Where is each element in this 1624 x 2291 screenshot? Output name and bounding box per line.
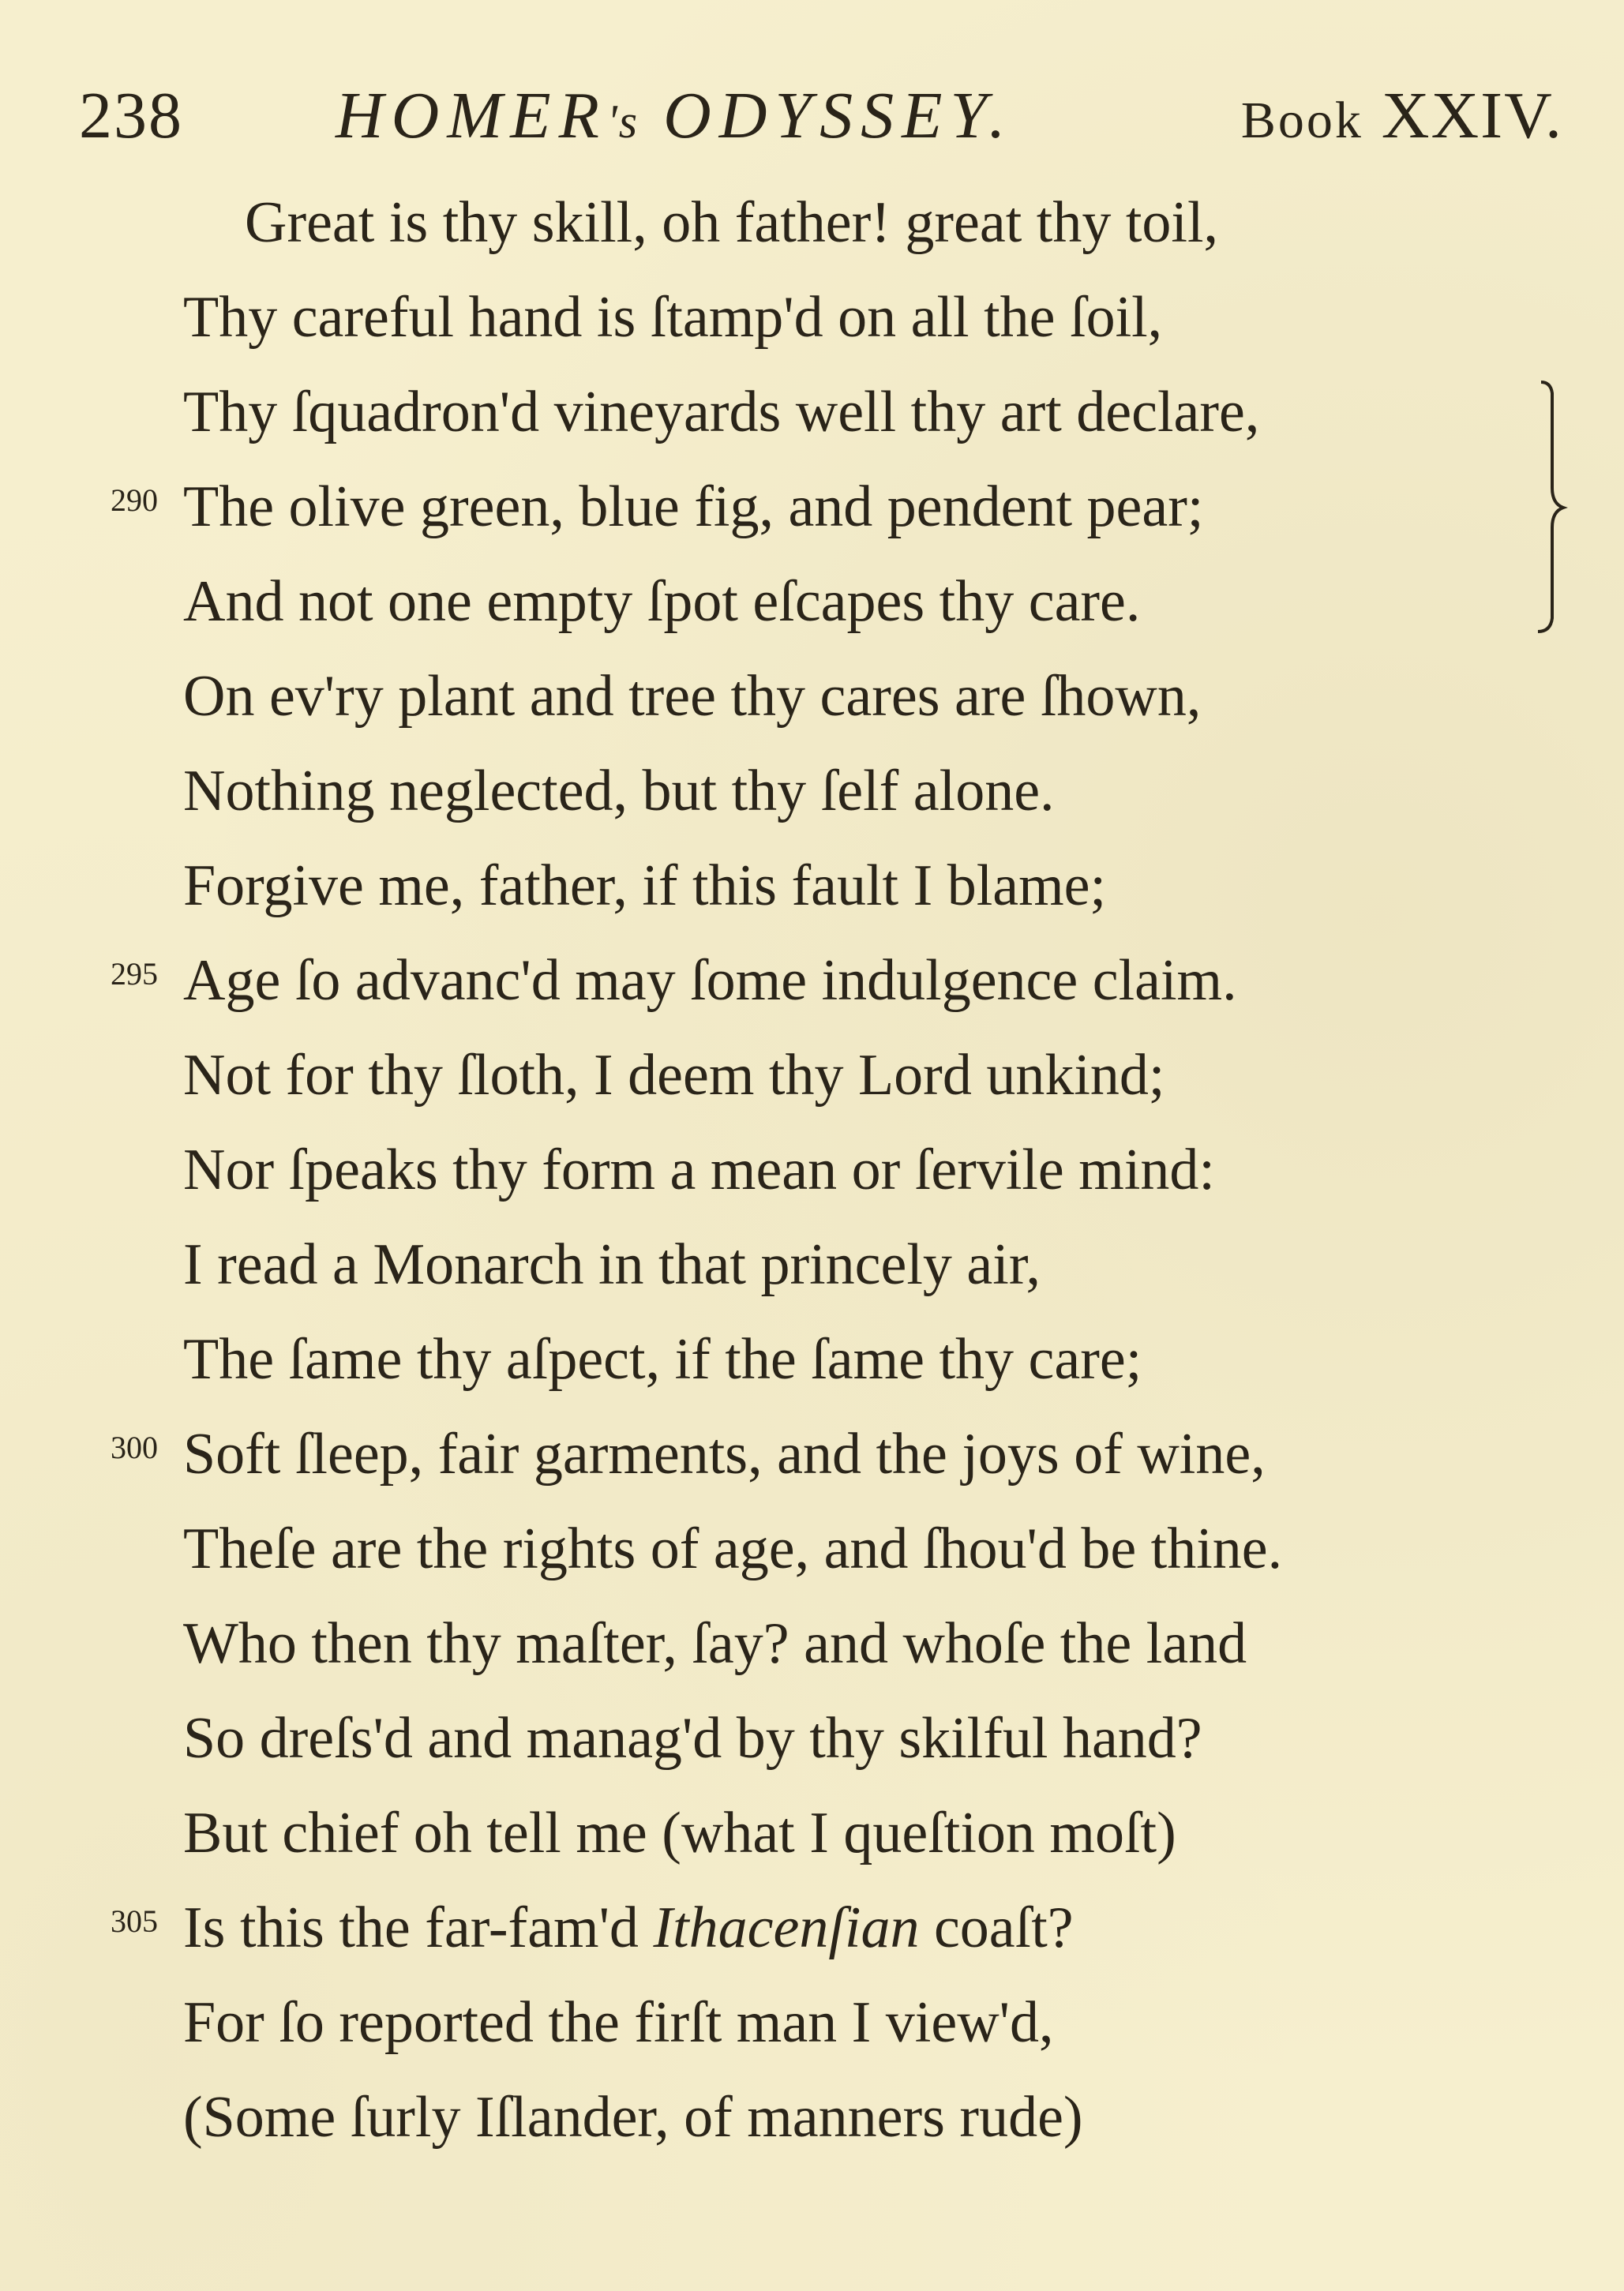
verse-line-text: But chief oh tell me (what I queſtion moſt) [183, 1801, 1176, 1865]
verse-line [0, 1880, 1624, 1975]
verse-text-after: coaſt? [919, 1895, 1074, 1960]
verse-line [0, 1123, 1624, 1217]
verse-line [0, 1786, 1624, 1880]
verse-line [0, 175, 1624, 270]
verse-line-text: Who then thy maſter, ſay? and whoſe the land [183, 1611, 1247, 1676]
verse-line [0, 270, 1624, 365]
verse-line-text: The olive green, blue fig, and pendent pear; [183, 474, 1204, 539]
book-label [1241, 73, 1563, 164]
verse-line-text: On ev'ry plant and tree thy cares are ſhown, [183, 664, 1202, 729]
running-title-rest: ODYSSEY. [663, 79, 1014, 152]
verse-line [0, 1691, 1624, 1786]
line-number: 295 [111, 956, 158, 992]
verse-line [0, 459, 1624, 554]
verse-line [0, 1975, 1624, 2070]
running-title-main: HOMER [336, 79, 607, 152]
verse-line [0, 1217, 1624, 1312]
verse-line-text: Thy ſquadron'd vineyards well thy art declare, [183, 380, 1260, 444]
triplet-brace-icon [1524, 377, 1579, 638]
verse-line-text: Nor ſpeaks thy form a mean or ſervile mind: [183, 1138, 1215, 1202]
verse-line [0, 1596, 1624, 1691]
verse-line-text: Nothing neglected, but thy ſelf alone. [183, 759, 1055, 823]
verse-text-before: Is this the far-fam'd [183, 1895, 654, 1960]
verse-line [0, 744, 1624, 838]
verse-line-text: Great is thy skill, oh father! great thy toil, [245, 190, 1219, 255]
verse-line [0, 1502, 1624, 1596]
verse-line-text: Not for thy ſloth, I deem thy Lord unkind; [183, 1043, 1165, 1108]
verse-line [0, 649, 1624, 744]
verse-text-italic: Ithacenſian [653, 1895, 920, 1960]
verse-line-text [183, 1880, 1074, 1975]
line-number: 305 [111, 1903, 158, 1939]
book-numeral: XXIV. [1381, 79, 1563, 152]
verse-line-text: (Some ſurly Iſlander, of manners rude) [183, 2085, 1083, 2150]
verse-line-text: Soft ſleep, fair garments, and the joys of wine, [183, 1422, 1266, 1487]
running-title [336, 73, 1013, 165]
verse-line-text: I read a Monarch in that princely air, [183, 1232, 1041, 1297]
verse-line [0, 554, 1624, 649]
verse-line [0, 1312, 1624, 1407]
verse-line-text: Forgive me, father, if this fault I blame; [183, 853, 1107, 918]
verse-line [0, 1028, 1624, 1123]
line-number: 290 [111, 482, 158, 518]
verse-line [0, 933, 1624, 1028]
verse-line-text: And not one empty ſpot eſcapes thy care. [183, 569, 1141, 634]
running-title-suffix: 's [606, 96, 639, 148]
verse-line-text: So dreſs'd and manag'd by thy skilful hand? [183, 1706, 1202, 1771]
verse-line [0, 1407, 1624, 1502]
verse-line-text: Thy careful hand is ſtamp'd on all the ſoil, [183, 285, 1163, 350]
verse-line-text: Theſe are the rights of age, and ſhou'd be thine. [183, 1517, 1283, 1581]
verse-line [0, 2070, 1624, 2165]
verse-line [0, 365, 1624, 459]
book-word: Book [1240, 92, 1363, 149]
verse-line-text: The ſame thy aſpect, if the ſame thy care; [183, 1327, 1142, 1392]
verse-line-text: Age ſo advanc'd may ſome indulgence claim. [183, 948, 1237, 1013]
verse-line [0, 838, 1624, 933]
verse-line-text: For ſo reported the firſt man I view'd, [183, 1990, 1054, 2055]
running-header [79, 73, 1563, 159]
line-number: 300 [111, 1430, 158, 1465]
page-number: 238 [79, 79, 183, 152]
verse-block [0, 175, 1624, 2165]
